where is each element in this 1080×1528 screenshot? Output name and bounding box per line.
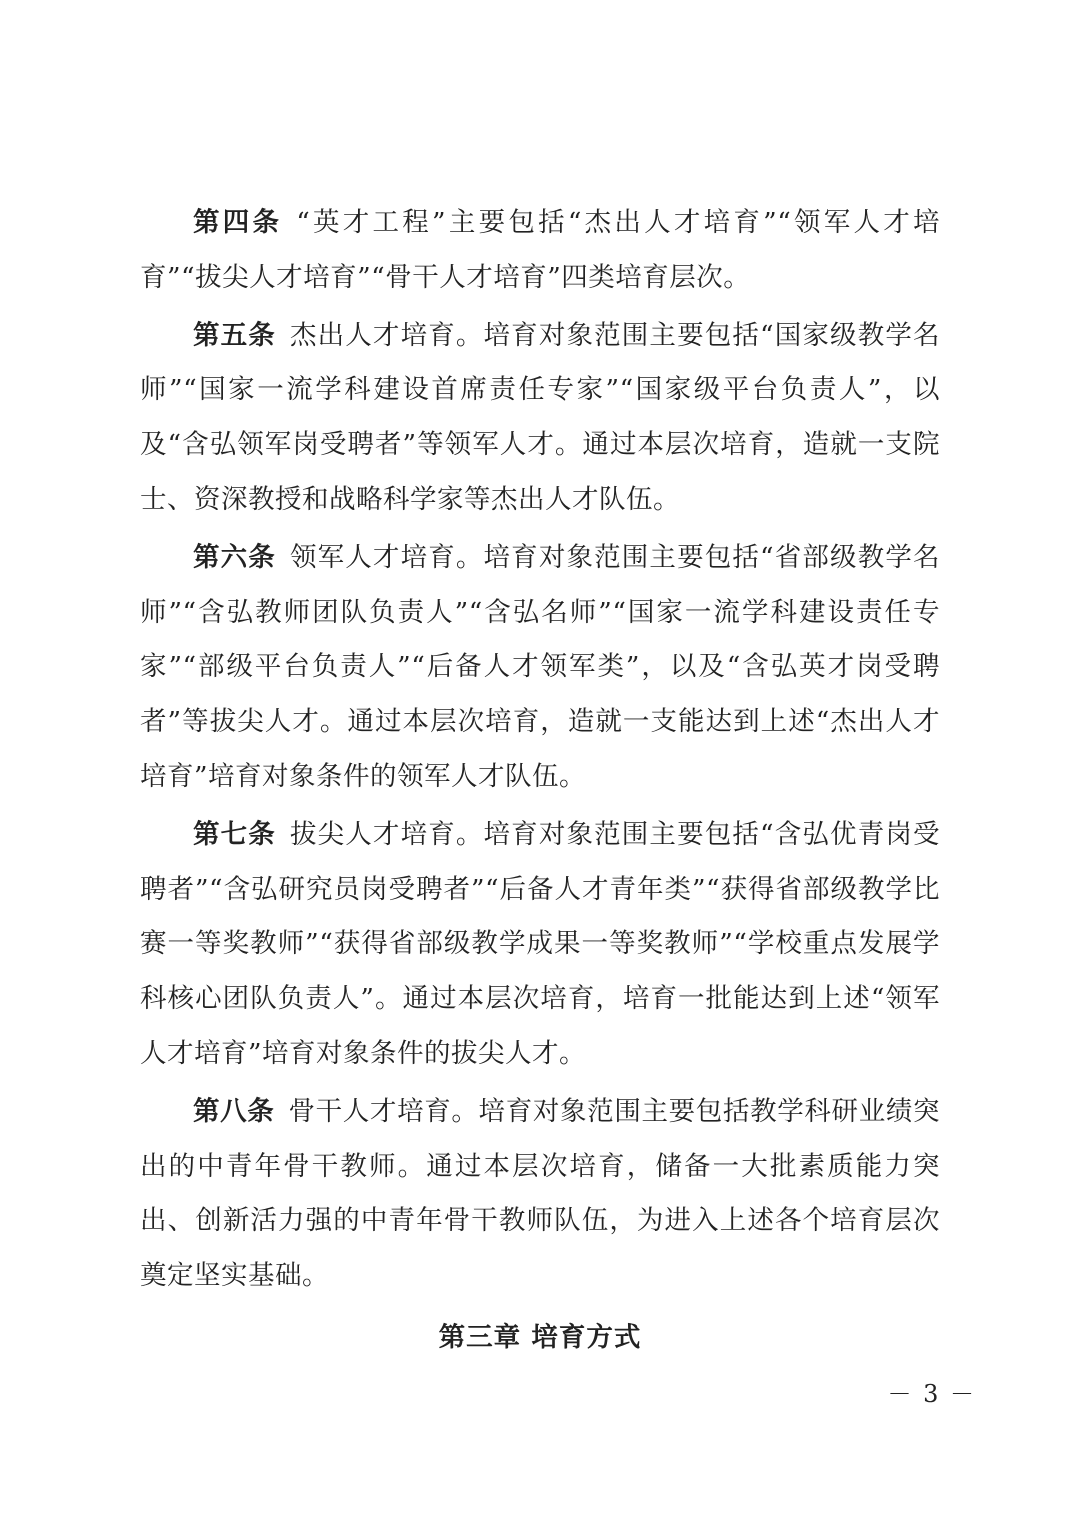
article-text: 杰出人才培育。培育对象范围主要包括“国家级教学名师”“国家一流学科建设首席责任专家”“国家级平台负责人”，以及“含弘领军岗受聘者”等领军人才。通过本层次培育，造就一支院士、资深教授和战略科学家等杰出人才队伍。 [140, 319, 940, 515]
article-5 [140, 309, 940, 528]
article-title: 第七条 [193, 818, 276, 850]
article-title: 第五条 [193, 319, 276, 351]
article-text: 领军人才培育。培育对象范围主要包括“省部级教学名师”“含弘教师团队负责人”“含弘名师”“国家一流学科建设责任专家”“部级平台负责人”“后备人才领军类”，以及“含弘英才岗受聘者”等拔尖人才。通过本层次培育，造就一支能达到上述“杰出人才培育”培育对象条件的领军人才队伍。 [140, 541, 940, 792]
article-title: 第八条 [193, 1095, 275, 1127]
article-title: 第四条 [193, 207, 283, 238]
page-number: － 3 － [887, 1380, 976, 1408]
article-text: 拔尖人才培育。培育对象范围主要包括“含弘优青岗受聘者”“含弘研究员岗受聘者”“后备人才青年类”“获得省部级教学比赛一等奖教师”“获得省部级教学成果一等奖教师”“学校重点发展学科核心团队负责人”。通过本层次培育，培育一批能达到上述“领军人才培育”培育对象条件的拔尖人才。 [140, 818, 940, 1069]
article-text: “英才工程”主要包括“杰出人才培育”“领军人才培育”“拔尖人才培育”“骨干人才培育”四类培育层次。 [140, 207, 940, 293]
article-4 [140, 196, 940, 306]
article-title: 第六条 [193, 541, 276, 573]
article-8 [140, 1085, 940, 1304]
article-text: 骨干人才培育。培育对象范围主要包括教学科研业绩突出的中青年骨干教师。通过本层次培育，储备一大批素质能力突出、创新活力强的中青年骨干教师队伍，为进入上述各个培育层次奠定坚实基础。 [140, 1095, 941, 1292]
document-body [140, 196, 940, 1366]
chapter-title: 第三章 培育方式 [438, 1321, 642, 1353]
article-6 [140, 531, 940, 805]
article-7 [140, 808, 940, 1082]
